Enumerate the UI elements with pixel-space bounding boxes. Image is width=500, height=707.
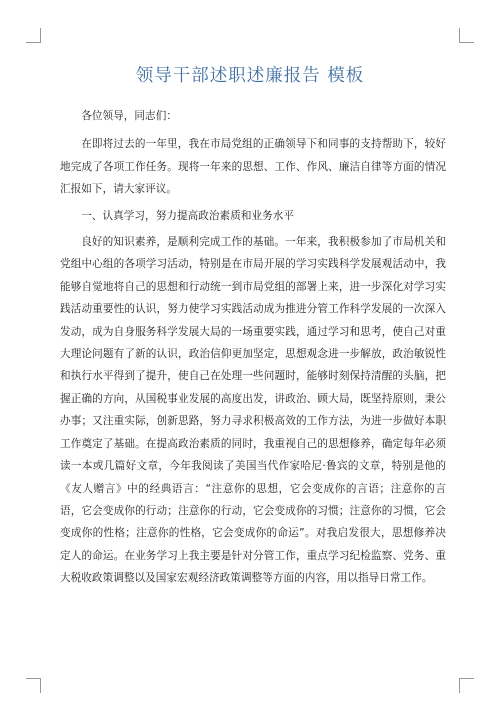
document-body [60,105,446,590]
greeting: 各位领导，同志们： [81,110,177,122]
crop-mark-bottom-right [459,678,474,693]
intro-paragraph: 在即将过去的一年里，我在市局党组的正确领导下和同事的支持帮助下，较好地完成了各项工作任务。现将一年来的思想、工作、作风、廉洁自律等方面的情况汇报如下，请大家评议。 [60,138,446,196]
crop-mark-top-left [26,28,41,43]
document-title: 领导干部述职述廉报告 模板 [135,66,365,86]
crop-mark-top-right [459,28,474,43]
crop-mark-bottom-left [26,678,41,693]
section-body-paragraph: 良好的知识素养，是顺利完成工作的基础。一年来，我积极参加了市局机关和党组中心组的各项学习活动，特别是在市局开展的学习实践科学发展观活动中，我能够自觉地将自己的思想和行动统一到市局党组的部署上来，进一步深化对学习实践活动重要性的认识，努力使学习实践活动成为推进分管工作科学发展的一次深入发动，成为自身服务科学发展大局的一场重要实践，通过学习和思考，使自己对重大理论问题有了新的认识，政治信仰更加坚定，思想观念进一步解放，政治敏锐性和执行水平得到了提升，使自己在处理一些问题时，能够时刻保持清醒的头脑，把握正确的方向，从国税事业发展的高度出发，讲政治、顾大局，既坚持原则，秉公办事；又注重实际，创新思路，努力寻求积极高效的工作方法，为进一步做好本职工作奠定了基础。在提高政治素质的同时，我重视自己的思想修养，确定每年必须读一本或几篇好文章，今年我阅读了美国当代作家哈尼·鲁宾的文章，特别是他的《友人赠言》中的经典语言：“注意你的思想，它会变成你的言语；注意你的言语，它会变成你的行动；注意你的行动，它会变成你的习惯；注意你的习惯，它会变成你的性格；注意你的性格，它会变成你的命运”。对我启发很大，思想修养决定人的命运。在业务学习上我主要是针对分管工作，重点学习纪检监察、党务、重大税收政策调整以及国家宏观经济政策调整等方面的内容，用以指导日常工作。 [60,236,446,585]
section-heading: 一、认真学习，努力提高政治素质和业务水平 [81,209,295,222]
